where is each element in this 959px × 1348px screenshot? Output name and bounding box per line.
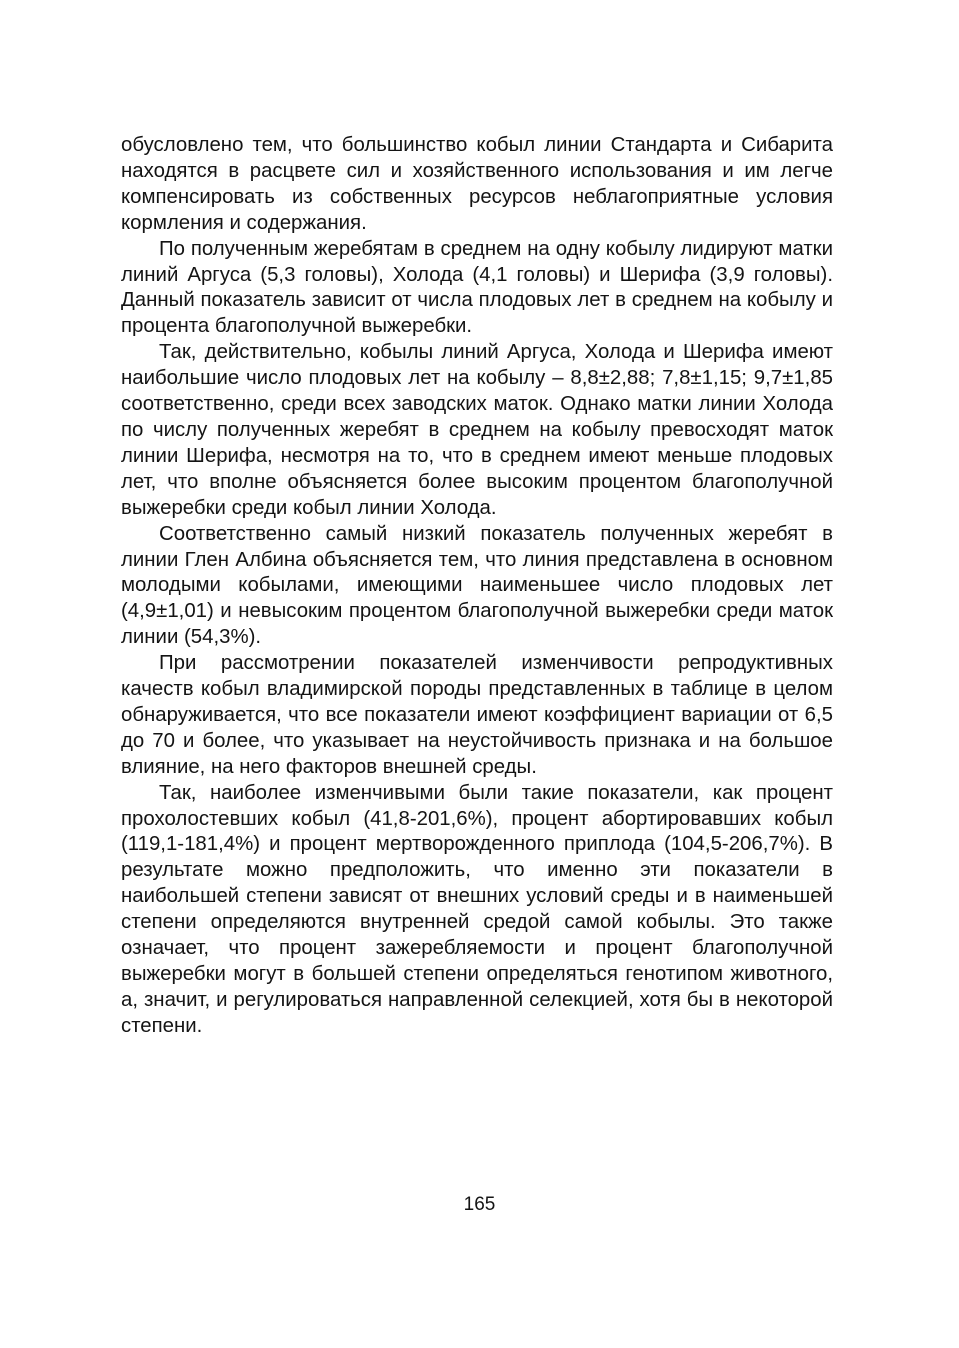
paragraph: По полученным жеребятам в среднем на одну кобылу лидируют матки линий Аргуса (5,3 головы), Холода (4,1 головы) и Шерифа (3,9 головы). Данный показатель зависит от числа плодовых лет в среднем на кобылу и процента благополучной выжеребки. — [121, 237, 833, 338]
paragraph-continuation: обусловлено тем, что большинство кобыл линии Стандарта и Сибарита находятся в расцвете сил и хозяйственного использования и им легче компенсировать из собственных ресурсов неблагоприятные условия кормления и содержания. — [121, 134, 833, 234]
paragraph: При рассмотрении показателей изменчивости репродуктивных качеств кобыл владимирской породы представленных в таблице в целом обнаруживается, что все показатели имеют коэффициент вариации от 6,5 до 70 и более, что указывает на неустойчивость признака и на большое влияние, на него факторов внешней среды. — [121, 652, 833, 778]
paragraph: Так, наиболее изменчивыми были такие показатели, как процент прохолостевших кобыл (41,8-201,6%), процент абортировавших кобыл (119,1-181,4%) и процент мертворожденного приплода (104,5-206,7%). В результате можно предположить, что именно эти показатели в наибольшей степени зависят от внешних условий среды и в наименьшей степени определяются внутренней средой самой кобылы. Это также означает, что процент зажеребляемости и процент благополучной выжеребки могут в большей степени определяться генотипом животного, а, значит, и регулироваться направленной селекцией, хотя бы в некоторой степени. — [121, 781, 833, 1037]
page-number: 165 — [463, 1194, 496, 1215]
body-text — [121, 133, 833, 1040]
paragraph: Так, действительно, кобылы линий Аргуса, Холода и Шерифа имеют наибольшие число плодовых лет на кобылу – 8,8±2,88; 7,8±1,15; 9,7±1,85 соответственно, среди всех заводских маток. Однако матки линии Холода по числу полученных жеребят в среднем на кобылу превосходят маток линии Шерифа, несмотря на то, что в среднем имеют меньше плодовых лет, что вполне объясняется более высоким процентом благополучной выжеребки среди кобыл линии Холода. — [121, 341, 833, 519]
paragraph: Соответственно самый низкий показатель полученных жеребят в линии Глен Албина объясняется тем, что линия представлена в основном молодыми кобылами, имеющими наименьшее число плодовых лет (4,9±1,01) и невысоким процентом благополучной выжеребки среди маток линии (54,3%). — [121, 522, 833, 649]
